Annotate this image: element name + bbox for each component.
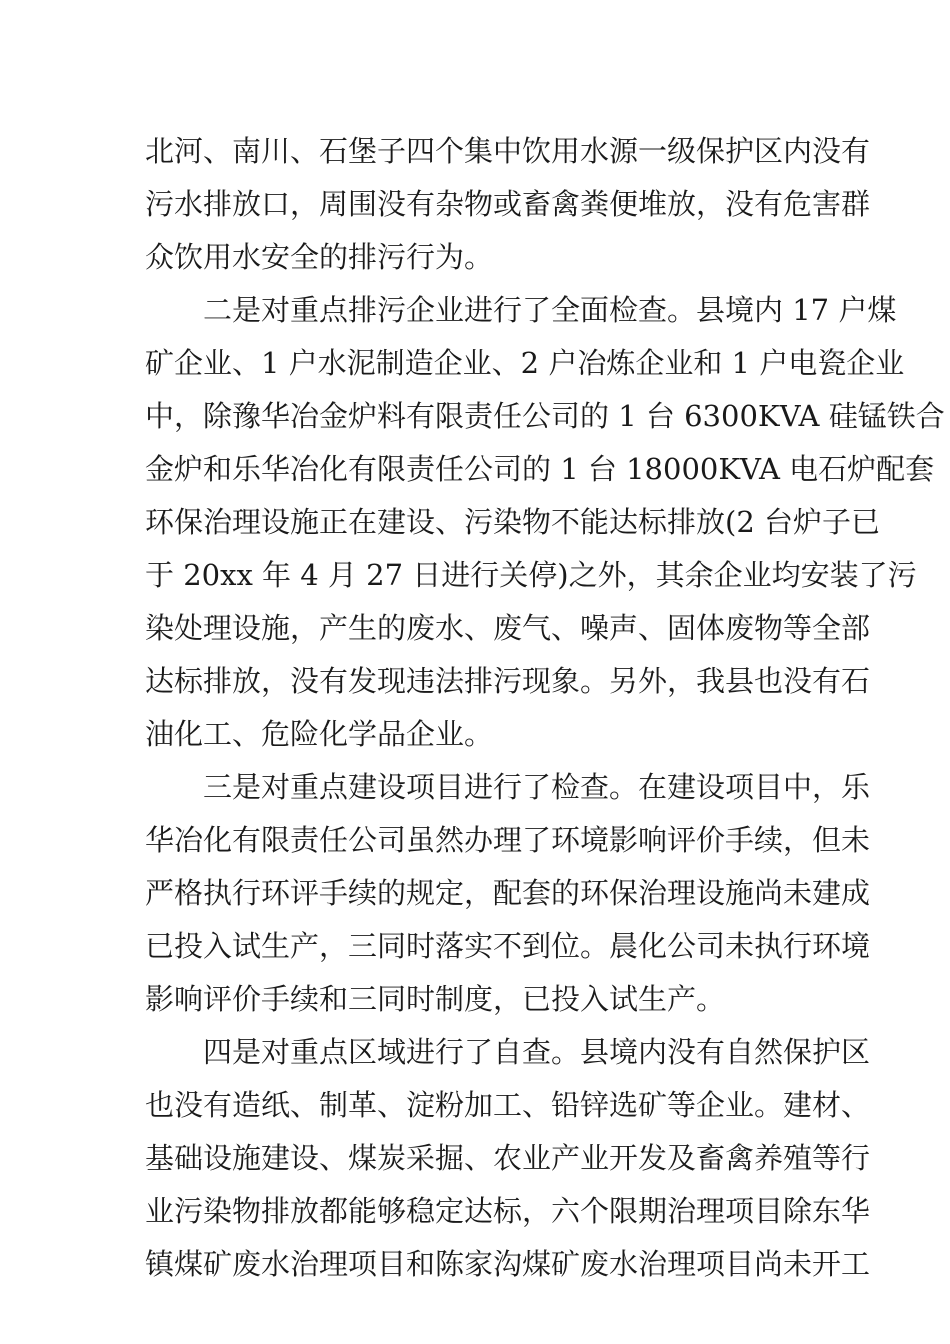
paragraph-2-line-5: 环保治理设施正在建设、污染物不能达标排放(2 台炉子已 bbox=[145, 505, 880, 539]
paragraph-4-line-5: 镇煤矿废水治理项目和陈家沟煤矿废水治理项目尚未开工 bbox=[145, 1247, 871, 1281]
paragraph-2-line-6: 于 20xx 年 4 月 27 日进行关停)之外，其余企业均安装了污 bbox=[145, 558, 917, 592]
paragraph-1-line-1: 北河、南川、石堡子四个集中饮用水源一级保护区内没有 bbox=[145, 134, 871, 168]
paragraph-3-line-4: 已投入试生产，三同时落实不到位。晨化公司未执行环境 bbox=[145, 929, 871, 963]
paragraph-4-line-4: 业污染物排放都能够稳定达标，六个限期治理项目除东华 bbox=[145, 1194, 871, 1228]
paragraph-2-line-7: 染处理设施，产生的废水、废气、噪声、固体废物等全部 bbox=[145, 611, 871, 645]
paragraph-1-line-2: 污水排放口，周围没有杂物或畜禽粪便堆放，没有危害群 bbox=[145, 187, 871, 221]
paragraph-2-line-2: 矿企业、1 户水泥制造企业、2 户冶炼企业和 1 户电瓷企业 bbox=[145, 346, 905, 380]
paragraph-3-line-2: 华冶化有限责任公司虽然办理了环境影响评价手续，但未 bbox=[145, 823, 871, 857]
body-text bbox=[145, 125, 945, 1291]
paragraph-2-line-8: 达标排放，没有发现违法排污现象。另外，我县也没有石 bbox=[145, 664, 871, 698]
paragraph-2-line-1: 二是对重点排污企业进行了全面检查。县境内 17 户煤 bbox=[203, 293, 897, 327]
paragraph-2-line-4: 金炉和乐华冶化有限责任公司的 1 台 18000KVA 电石炉配套 bbox=[145, 452, 935, 486]
paragraph-4-line-2: 也没有造纸、制革、淀粉加工、铅锌选矿等企业。建材、 bbox=[145, 1088, 871, 1122]
paragraph-1-line-3: 众饮用水安全的排污行为。 bbox=[145, 240, 494, 274]
paragraph-3-line-1: 三是对重点建设项目进行了检查。在建设项目中，乐 bbox=[203, 770, 871, 804]
paragraph-4-line-1: 四是对重点区域进行了自查。县境内没有自然保护区 bbox=[203, 1035, 871, 1069]
paragraph-2-line-9: 油化工、危险化学品企业。 bbox=[145, 717, 494, 751]
paragraph-3-line-5: 影响评价手续和三同时制度，已投入试生产。 bbox=[145, 982, 726, 1016]
paragraph-2-line-3: 中，除豫华冶金炉料有限责任公司的 1 台 6300KVA 硅锰铁合 bbox=[145, 399, 945, 433]
paragraph-3-line-3: 严格执行环评手续的规定，配套的环保治理设施尚未建成 bbox=[145, 876, 871, 910]
paragraph-4-line-3: 基础设施建设、煤炭采掘、农业产业开发及畜禽养殖等行 bbox=[145, 1141, 871, 1175]
